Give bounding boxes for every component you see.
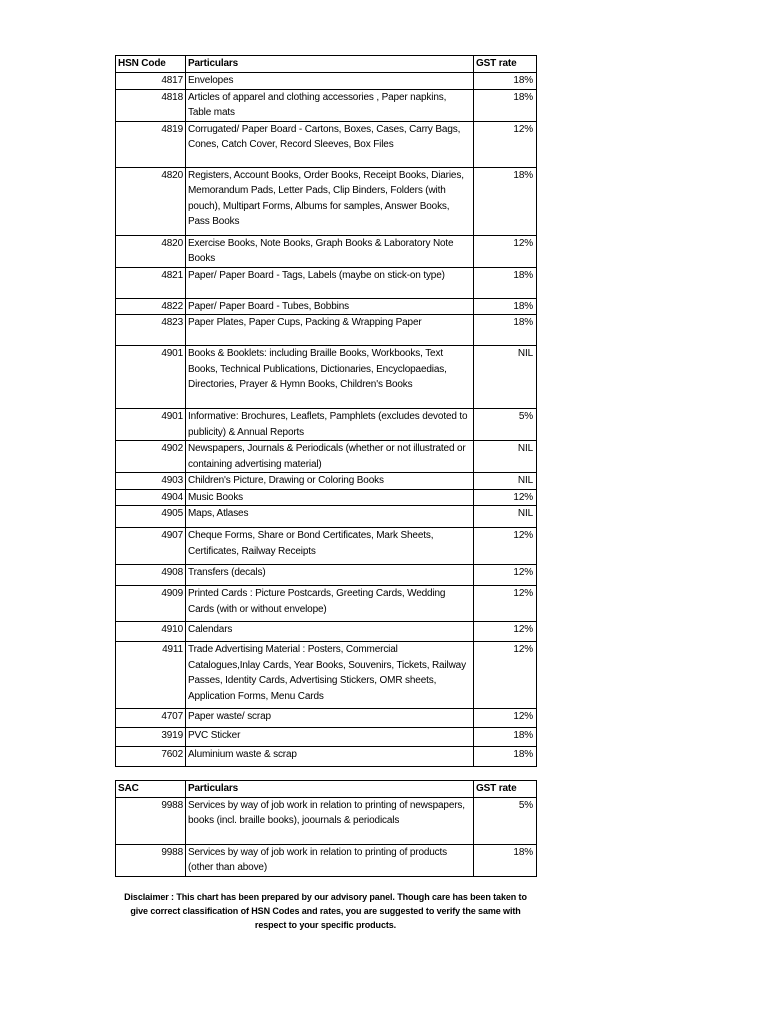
header-particulars: Particulars bbox=[186, 56, 474, 73]
table-row bbox=[116, 315, 537, 346]
table-row bbox=[116, 728, 537, 747]
hsn-code: 4910 bbox=[116, 622, 186, 642]
particulars: Paper Plates, Paper Cups, Packing & Wrapping Paper bbox=[186, 315, 474, 346]
particulars: Corrugated/ Paper Board - Cartons, Boxes, Cases, Carry Bags, Cones, Catch Cover, Record Sleeves, Box Files bbox=[186, 121, 474, 167]
table-header-row bbox=[116, 781, 537, 798]
table-row bbox=[116, 506, 537, 528]
table-row bbox=[116, 565, 537, 586]
hsn-code: 4901 bbox=[116, 409, 186, 441]
gst-rate: 18% bbox=[474, 167, 537, 235]
table-header-row bbox=[116, 56, 537, 73]
hsn-code: 4823 bbox=[116, 315, 186, 346]
hsn-code: 4905 bbox=[116, 506, 186, 528]
particulars: Music Books bbox=[186, 489, 474, 506]
table-row bbox=[116, 121, 537, 167]
table-row bbox=[116, 747, 537, 767]
table-row bbox=[116, 346, 537, 409]
particulars: Envelopes bbox=[186, 72, 474, 89]
particulars: Services by way of job work in relation to printing of products (other than above) bbox=[186, 844, 474, 876]
gst-rate: 18% bbox=[474, 844, 537, 876]
particulars: Articles of apparel and clothing accessories , Paper napkins, Table mats bbox=[186, 89, 474, 121]
table-row bbox=[116, 489, 537, 506]
hsn-code: 4820 bbox=[116, 235, 186, 267]
particulars: Paper waste/ scrap bbox=[186, 709, 474, 728]
particulars: PVC Sticker bbox=[186, 728, 474, 747]
table-row bbox=[116, 72, 537, 89]
gst-rate: 12% bbox=[474, 622, 537, 642]
hsn-code: 4911 bbox=[116, 642, 186, 709]
particulars: Children's Picture, Drawing or Coloring Books bbox=[186, 473, 474, 490]
hsn-code: 4819 bbox=[116, 121, 186, 167]
gst-rate: NIL bbox=[474, 346, 537, 409]
table-row bbox=[116, 844, 537, 876]
particulars: Registers, Account Books, Order Books, Receipt Books, Diaries, Memorandum Pads, Letter Pads, Clip Binders, Folders (with pouch), Multipart Forms, Albums for samples, Answer Books, Pass Books bbox=[186, 167, 474, 235]
hsn-code: 7602 bbox=[116, 747, 186, 767]
gst-rate: 12% bbox=[474, 642, 537, 709]
gst-rate: 12% bbox=[474, 235, 537, 267]
particulars: Trade Advertising Material : Posters, Commercial Catalogues,Inlay Cards, Year Books, Souvenirs, Tickets, Railway Passes, Identity Cards, Advertising Stickers, OMR sheets, Application Forms, Menu Cards bbox=[186, 642, 474, 709]
hsn-code: 4822 bbox=[116, 298, 186, 315]
table-row bbox=[116, 167, 537, 235]
hsn-code: 4904 bbox=[116, 489, 186, 506]
particulars: Aluminium waste & scrap bbox=[186, 747, 474, 767]
particulars: Newspapers, Journals & Periodicals (whether or not illustrated or containing advertising material) bbox=[186, 441, 474, 473]
particulars: Transfers (decals) bbox=[186, 565, 474, 586]
table-row bbox=[116, 642, 537, 709]
hsn-code: 4909 bbox=[116, 586, 186, 622]
hsn-code: 4821 bbox=[116, 267, 186, 298]
header-gst-rate: GST rate bbox=[474, 56, 537, 73]
gst-rate: NIL bbox=[474, 441, 537, 473]
hsn-code: 4907 bbox=[116, 528, 186, 565]
gst-rate: 18% bbox=[474, 728, 537, 747]
gst-rate: 12% bbox=[474, 121, 537, 167]
particulars: Exercise Books, Note Books, Graph Books & Laboratory Note Books bbox=[186, 235, 474, 267]
header-particulars: Particulars bbox=[186, 781, 474, 798]
gst-rate: 18% bbox=[474, 72, 537, 89]
hsn-code: 4902 bbox=[116, 441, 186, 473]
hsn-code: 4901 bbox=[116, 346, 186, 409]
particulars: Cheque Forms, Share or Bond Certificates, Mark Sheets, Certificates, Railway Receipts bbox=[186, 528, 474, 565]
table-row bbox=[116, 298, 537, 315]
particulars: Services by way of job work in relation to printing of newspapers, books (incl. braille books), joournals & periodicals bbox=[186, 797, 474, 844]
particulars: Maps, Atlases bbox=[186, 506, 474, 528]
table-row bbox=[116, 89, 537, 121]
particulars: Paper/ Paper Board - Tags, Labels (maybe on stick-on type) bbox=[186, 267, 474, 298]
hsn-table bbox=[115, 55, 537, 767]
gst-rate: 12% bbox=[474, 528, 537, 565]
hsn-code: 4707 bbox=[116, 709, 186, 728]
hsn-code: 4818 bbox=[116, 89, 186, 121]
sac-code: 9988 bbox=[116, 844, 186, 876]
gst-rate: 18% bbox=[474, 747, 537, 767]
sac-table bbox=[115, 780, 537, 877]
hsn-code: 4903 bbox=[116, 473, 186, 490]
table-row bbox=[116, 409, 537, 441]
gst-rate: 5% bbox=[474, 797, 537, 844]
header-hsn-code: HSN Code bbox=[116, 56, 186, 73]
table-row bbox=[116, 473, 537, 490]
hsn-code: 4817 bbox=[116, 72, 186, 89]
gst-rate: 18% bbox=[474, 267, 537, 298]
gst-rate: 18% bbox=[474, 298, 537, 315]
gst-rate: 12% bbox=[474, 586, 537, 622]
particulars: Books & Booklets: including Braille Books, Workbooks, Text Books, Technical Publications, Dictionaries, Encyclopaedias, Directories, Prayer & Hymn Books, Children's Books bbox=[186, 346, 474, 409]
gst-rate: 12% bbox=[474, 489, 537, 506]
table-row bbox=[116, 441, 537, 473]
hsn-code: 4820 bbox=[116, 167, 186, 235]
table-row bbox=[116, 709, 537, 728]
particulars: Paper/ Paper Board - Tubes, Bobbins bbox=[186, 298, 474, 315]
header-gst-rate: GST rate bbox=[474, 781, 537, 798]
gst-rate: 5% bbox=[474, 409, 537, 441]
table-row bbox=[116, 528, 537, 565]
particulars: Printed Cards : Picture Postcards, Greeting Cards, Wedding Cards (with or without envelope) bbox=[186, 586, 474, 622]
sac-code: 9988 bbox=[116, 797, 186, 844]
table-row bbox=[116, 586, 537, 622]
hsn-code: 4908 bbox=[116, 565, 186, 586]
gst-rate: NIL bbox=[474, 473, 537, 490]
gst-rate: 12% bbox=[474, 709, 537, 728]
gst-rate: NIL bbox=[474, 506, 537, 528]
table-row bbox=[116, 797, 537, 844]
gst-rate: 12% bbox=[474, 565, 537, 586]
particulars: Informative: Brochures, Leaflets, Pamphlets (excludes devoted to publicity) & Annual Reports bbox=[186, 409, 474, 441]
table-row bbox=[116, 235, 537, 267]
header-sac: SAC bbox=[116, 781, 186, 798]
gst-rate: 18% bbox=[474, 315, 537, 346]
particulars: Calendars bbox=[186, 622, 474, 642]
gst-rate: 18% bbox=[474, 89, 537, 121]
table-row bbox=[116, 267, 537, 298]
disclaimer-text: Disclaimer : This chart has been prepared by our advisory panel. Though care has been taken to give correct classification of HSN Codes and rates, you are suggested to verify the same with respect to your specific products. bbox=[124, 892, 527, 930]
table-row bbox=[116, 622, 537, 642]
hsn-code: 3919 bbox=[116, 728, 186, 747]
